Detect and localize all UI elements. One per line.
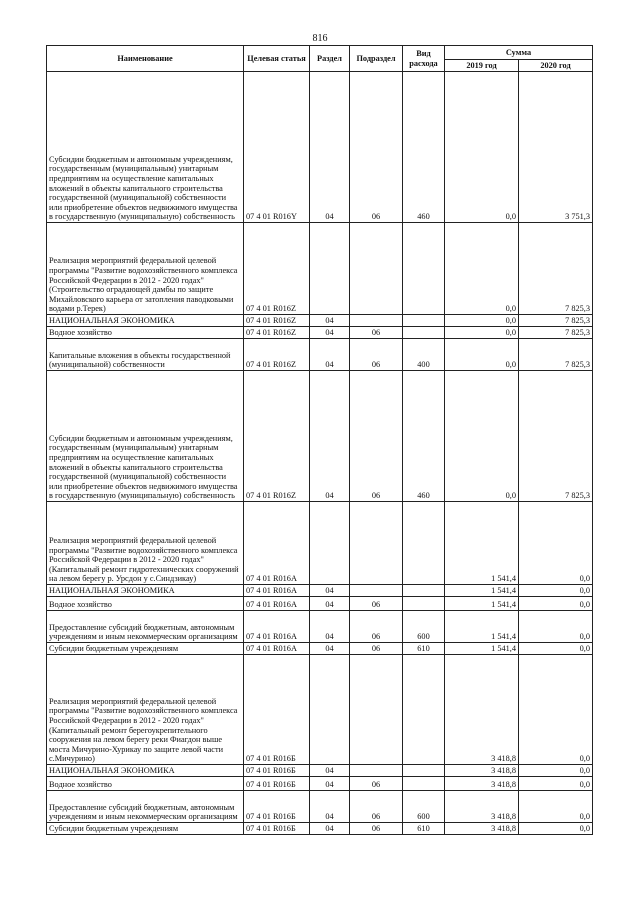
row-subsection: 06	[350, 777, 403, 791]
row-sum-2019: 3 418,8	[445, 655, 519, 765]
row-section: 04	[310, 597, 350, 611]
row-target-code: 07 4 01 R016A	[244, 597, 310, 611]
row-section: 04	[310, 585, 350, 597]
row-subsection	[350, 502, 403, 585]
row-target-code: 07 4 01 R016Y	[244, 72, 310, 223]
row-subsection: 06	[350, 72, 403, 223]
row-expense-type	[403, 315, 445, 327]
row-target-code: 07 4 01 R016Z	[244, 223, 310, 315]
row-target-code: 07 4 01 R016A	[244, 502, 310, 585]
table-row	[47, 823, 593, 835]
row-sum-2020: 7 825,3	[519, 339, 593, 371]
row-subsection: 06	[350, 611, 403, 643]
row-expense-type: 600	[403, 791, 445, 823]
table-row	[47, 791, 593, 823]
row-name: Водное хозяйство	[47, 597, 244, 611]
row-name: Субсидии бюджетным и автономным учреждениям, государственным (муниципальным) унитарным предприятиям на осуществление капитальных вложений в объекты капитального строительства государственной (муниципальной) собственности или приобретение объектов недвижимого имущества в государственную (муниципальную) собственность	[47, 371, 244, 502]
row-name: НАЦИОНАЛЬНАЯ ЭКОНОМИКА	[47, 585, 244, 597]
row-target-code: 07 4 01 R016A	[244, 643, 310, 655]
row-name: Предоставление субсидий бюджетным, автономным учреждениям и иным некоммерческим организациям	[47, 611, 244, 643]
row-target-code: 07 4 01 R016Б	[244, 823, 310, 835]
row-section: 04	[310, 339, 350, 371]
row-subsection: 06	[350, 823, 403, 835]
row-name: Субсидии бюджетным учреждениям	[47, 823, 244, 835]
row-section: 04	[310, 72, 350, 223]
row-expense-type: 600	[403, 611, 445, 643]
row-sum-2019: 0,0	[445, 327, 519, 339]
row-subsection: 06	[350, 339, 403, 371]
row-target-code: 07 4 01 R016Б	[244, 791, 310, 823]
row-name: НАЦИОНАЛЬНАЯ ЭКОНОМИКА	[47, 765, 244, 777]
row-section: 04	[310, 823, 350, 835]
row-sum-2020: 7 825,3	[519, 223, 593, 315]
row-expense-type	[403, 765, 445, 777]
table-row	[47, 315, 593, 327]
row-expense-type	[403, 597, 445, 611]
row-sum-2020: 0,0	[519, 791, 593, 823]
header-subsection: Подраздел	[350, 46, 403, 72]
row-sum-2020: 7 825,3	[519, 315, 593, 327]
row-expense-type	[403, 777, 445, 791]
row-expense-type	[403, 223, 445, 315]
row-section: 04	[310, 777, 350, 791]
row-target-code: 07 4 01 R016Z	[244, 327, 310, 339]
row-expense-type: 610	[403, 823, 445, 835]
header-target: Целевая статья	[244, 46, 310, 72]
page-number: 816	[312, 33, 328, 44]
row-subsection: 06	[350, 371, 403, 502]
row-sum-2019: 3 418,8	[445, 777, 519, 791]
row-sum-2020: 0,0	[519, 643, 593, 655]
header-section: Раздел	[310, 46, 350, 72]
table-row	[47, 72, 593, 223]
table-row	[47, 765, 593, 777]
row-name: Реализация мероприятий федеральной целевой программы "Развитие водохозяйственного комплекса Российской Федерации в 2012 - 2020 годах" (Капитальный ремонт гидротехнических сооружений на левом берегу р. Урсдон у с.Синдзикау)	[47, 502, 244, 585]
row-name: Предоставление субсидий бюджетным, автономным учреждениям и иным некоммерческим организациям	[47, 791, 244, 823]
row-sum-2019: 1 541,4	[445, 611, 519, 643]
row-sum-2019: 0,0	[445, 72, 519, 223]
row-target-code: 07 4 01 R016Z	[244, 371, 310, 502]
row-subsection	[350, 315, 403, 327]
row-section: 04	[310, 371, 350, 502]
table-row	[47, 339, 593, 371]
row-sum-2020: 0,0	[519, 823, 593, 835]
table-row	[47, 611, 593, 643]
row-expense-type	[403, 502, 445, 585]
budget-table	[46, 45, 593, 835]
row-name: Субсидии бюджетным и автономным учреждениям, государственным (муниципальным) унитарным предприятиям на осуществление капитальных вложений в объекты капитального строительства государственной (муниципальной) собственности или приобретение объектов недвижимого имущества в государственную (муниципальную) собственность	[47, 72, 244, 223]
row-sum-2020: 0,0	[519, 502, 593, 585]
row-section	[310, 655, 350, 765]
table-row	[47, 327, 593, 339]
row-target-code: 07 4 01 R016A	[244, 611, 310, 643]
row-subsection	[350, 765, 403, 777]
row-sum-2019: 3 418,8	[445, 823, 519, 835]
row-section	[310, 223, 350, 315]
row-sum-2019: 1 541,4	[445, 643, 519, 655]
row-expense-type: 460	[403, 72, 445, 223]
row-subsection: 06	[350, 791, 403, 823]
row-section: 04	[310, 643, 350, 655]
row-name: Субсидии бюджетным учреждениям	[47, 643, 244, 655]
row-sum-2019: 0,0	[445, 223, 519, 315]
row-subsection: 06	[350, 597, 403, 611]
row-sum-2020: 7 825,3	[519, 371, 593, 502]
row-sum-2020: 0,0	[519, 765, 593, 777]
row-target-code: 07 4 01 R016Б	[244, 777, 310, 791]
table-row	[47, 597, 593, 611]
row-name: Водное хозяйство	[47, 777, 244, 791]
row-target-code: 07 4 01 R016Б	[244, 765, 310, 777]
table-body	[47, 72, 593, 835]
row-subsection	[350, 655, 403, 765]
header-2019: 2019 год	[445, 60, 519, 72]
row-expense-type	[403, 327, 445, 339]
row-sum-2019: 1 541,4	[445, 597, 519, 611]
row-sum-2019: 0,0	[445, 339, 519, 371]
table-row	[47, 777, 593, 791]
row-sum-2020: 0,0	[519, 777, 593, 791]
row-section	[310, 502, 350, 585]
row-target-code: 07 4 01 R016Z	[244, 339, 310, 371]
row-section: 04	[310, 791, 350, 823]
row-sum-2020: 0,0	[519, 611, 593, 643]
table-row	[47, 371, 593, 502]
table-row	[47, 502, 593, 585]
row-subsection: 06	[350, 327, 403, 339]
row-name: Водное хозяйство	[47, 327, 244, 339]
row-name: Капитальные вложения в объекты государственной (муниципальной) собственности	[47, 339, 244, 371]
row-sum-2020: 0,0	[519, 597, 593, 611]
header-expense-type: Вид расхода	[403, 46, 445, 72]
table-row	[47, 643, 593, 655]
row-sum-2019: 3 418,8	[445, 765, 519, 777]
header-name: Наименование	[47, 46, 244, 72]
row-sum-2019: 1 541,4	[445, 502, 519, 585]
row-sum-2019: 0,0	[445, 315, 519, 327]
row-expense-type: 400	[403, 339, 445, 371]
row-sum-2020: 0,0	[519, 655, 593, 765]
row-name: Реализация мероприятий федеральной целевой программы "Развитие водохозяйственного комплекса Российской Федерации в 2012 - 2020 годах" (Капитальный ремонт берегоукрепительного сооружения на левом берегу реки Фиагдон выше моста Мичурино-Хурикау по защите левой части с.Мичурино)	[47, 655, 244, 765]
row-sum-2020: 3 751,3	[519, 72, 593, 223]
row-target-code: 07 4 01 R016A	[244, 585, 310, 597]
table-row	[47, 585, 593, 597]
row-section: 04	[310, 765, 350, 777]
row-expense-type	[403, 655, 445, 765]
row-expense-type: 460	[403, 371, 445, 502]
row-section: 04	[310, 315, 350, 327]
header-2020: 2020 год	[519, 60, 593, 72]
row-sum-2020: 0,0	[519, 585, 593, 597]
row-name: Реализация мероприятий федеральной целевой программы "Развитие водохозяйственного комплекса Российской Федерации в 2012 - 2020 годах" (Строительство оградающей дамбы по защите Михайловского карьера от затопления паводковыми водами р.Терек)	[47, 223, 244, 315]
row-section: 04	[310, 611, 350, 643]
row-sum-2019: 0,0	[445, 371, 519, 502]
row-section: 04	[310, 327, 350, 339]
table-row	[47, 655, 593, 765]
row-target-code: 07 4 01 R016Б	[244, 655, 310, 765]
row-subsection: 06	[350, 643, 403, 655]
row-target-code: 07 4 01 R016Z	[244, 315, 310, 327]
row-sum-2019: 3 418,8	[445, 791, 519, 823]
row-sum-2019: 1 541,4	[445, 585, 519, 597]
header-sum: Сумма	[445, 46, 593, 60]
row-sum-2020: 7 825,3	[519, 327, 593, 339]
row-subsection	[350, 585, 403, 597]
row-subsection	[350, 223, 403, 315]
row-name: НАЦИОНАЛЬНАЯ ЭКОНОМИКА	[47, 315, 244, 327]
table-row	[47, 223, 593, 315]
row-expense-type: 610	[403, 643, 445, 655]
row-expense-type	[403, 585, 445, 597]
